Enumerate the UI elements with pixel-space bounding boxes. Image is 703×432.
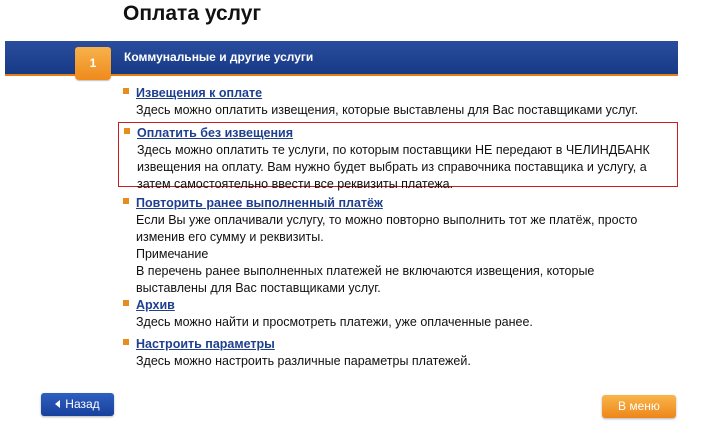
item-description: Здесь можно оплатить извещения, которые выставлены для Вас поставщиками услуг.: [136, 103, 639, 117]
link-configure-settings[interactable]: Настроить параметры: [136, 337, 275, 351]
arrow-left-icon: [55, 400, 60, 408]
list-item-settings: [121, 335, 471, 370]
link-notices-to-pay[interactable]: Извещения к оплате: [136, 86, 263, 100]
link-repeat-payment[interactable]: Повторить ранее выполненный платёж: [136, 196, 383, 210]
bullet-icon: [123, 339, 129, 345]
bullet-icon: [123, 300, 129, 306]
list-item-pay-without-notice: [118, 122, 678, 191]
list-item-repeat-payment: [121, 194, 637, 297]
list-item-archive: [121, 296, 533, 331]
item-description: Здесь можно настроить различные параметры платежей.: [136, 354, 471, 368]
back-button[interactable]: [41, 393, 114, 416]
page-title: Оплата услуг: [123, 2, 262, 25]
list-item-notices: [121, 84, 638, 119]
bullet-icon: [124, 128, 130, 134]
bullet-icon: [123, 198, 129, 204]
link-pay-without-notice[interactable]: Оплатить без извещения: [137, 126, 294, 140]
item-description: Здесь можно оплатить те услуги, по которым поставщики НЕ передают в ЧЕЛИНДБАНК извещения на оплату. Вам нужно будет выбрать из справочника поставщика и услугу, а затем самостоятельно ввести все реквизиты платежа.: [137, 143, 650, 191]
section-title: Коммунальные и другие услуги: [124, 50, 314, 64]
to-menu-button[interactable]: В меню: [602, 395, 676, 418]
back-button-label: Назад: [65, 397, 100, 411]
bullet-icon: [123, 88, 129, 94]
step-number-badge: 1: [75, 47, 111, 80]
link-archive[interactable]: Архив: [136, 298, 175, 312]
item-description: Здесь можно найти и просмотреть платежи, уже оплаченные ранее.: [136, 315, 533, 329]
item-description: Если Вы уже оплачивали услугу, то можно повторно выполнить тот же платёж, просто изменив его сумму и реквизиты. Примечание В перечень ранее выполненных платежей не включаются извещения, которые выставлены для Вас поставщиками услуг.: [136, 213, 638, 295]
